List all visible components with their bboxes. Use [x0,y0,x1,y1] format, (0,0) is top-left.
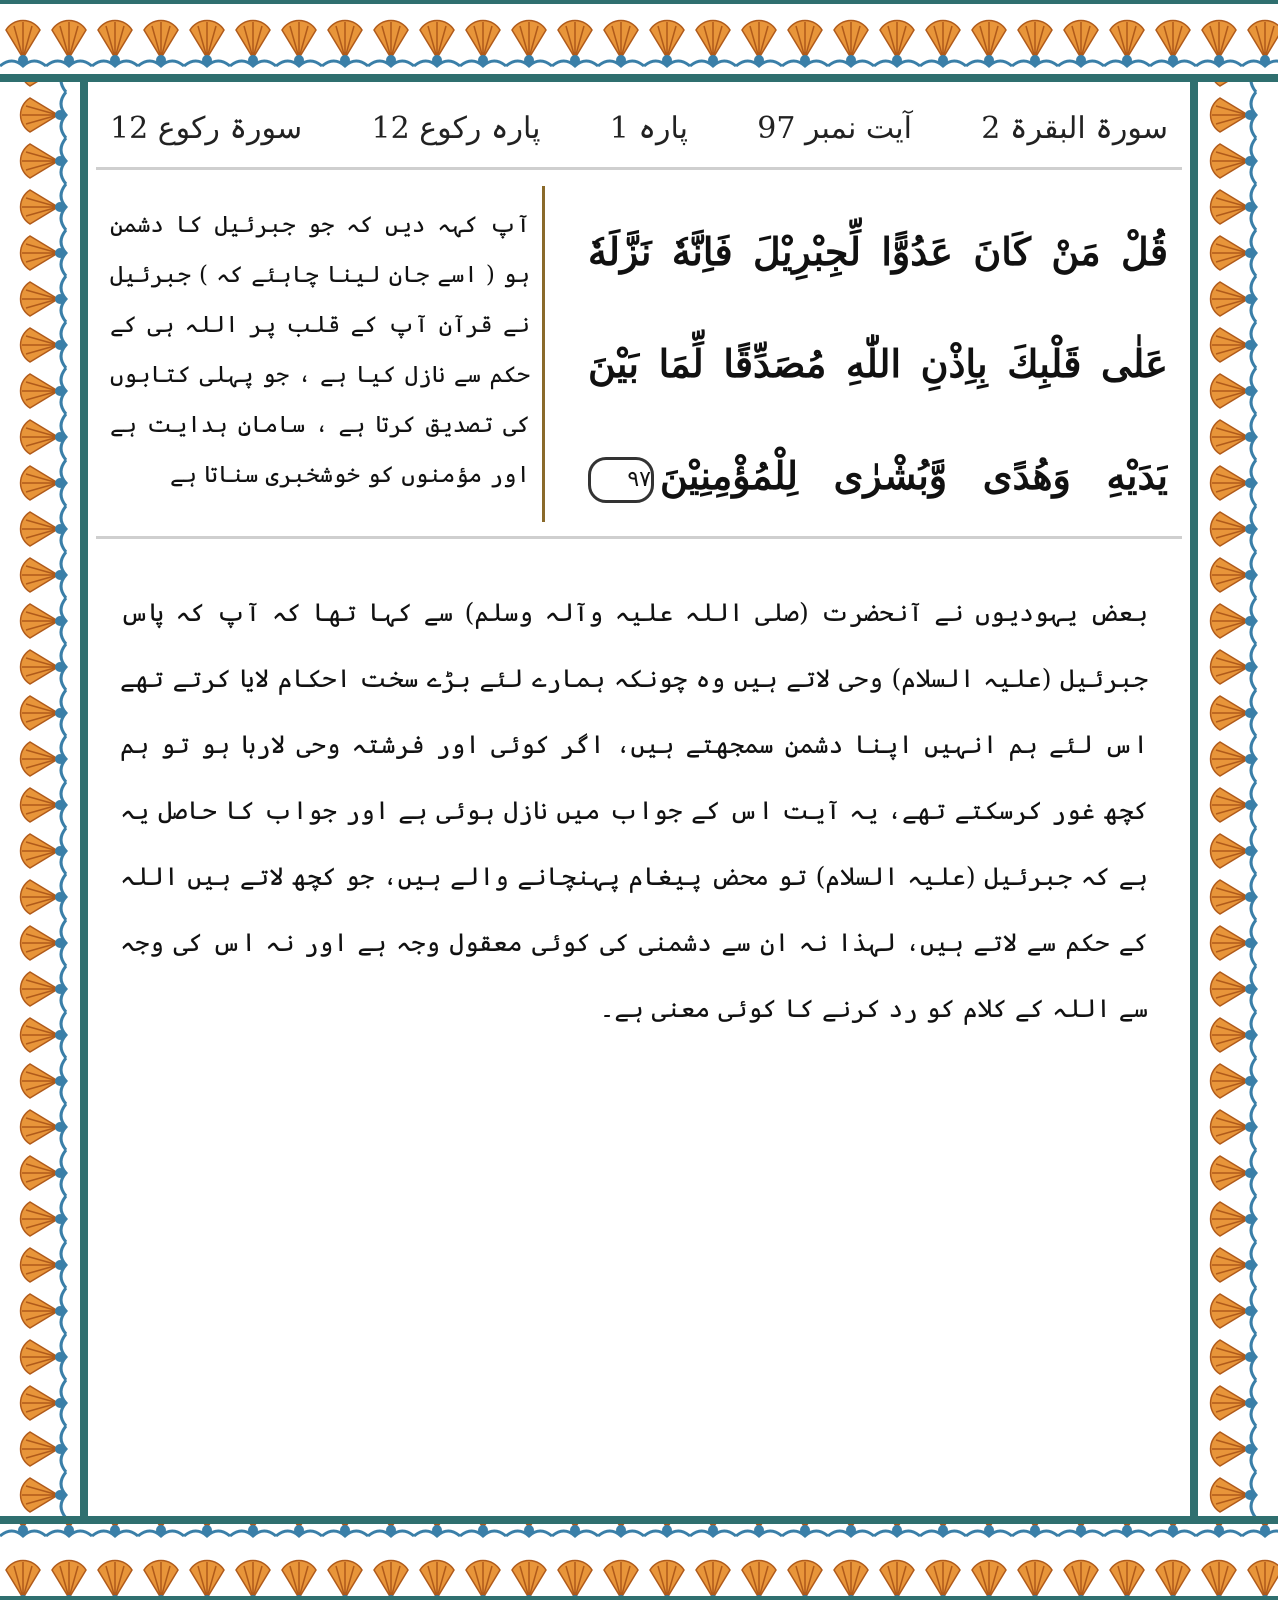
arabic-line-3-wrap [588,420,1168,532]
arabic-line-2: عَلٰى قَلْبِكَ بِاِذْنِ اللّٰهِ مُصَدِّقًا لِّمَا بَيْنَ [588,341,1168,386]
tafseer-text: بعض یہودیوں نے آنحضرت (صلی اللہ علیہ وآلہ وسلم) سے کہا تھا کہ آپ کہ پاس جبرئیل (علیہ السلام) وحی لاتے ہیں وہ چونکہ ہمارے لئے بڑے سخت احکام لایا کرتے تھے اس لئے ہم انہیں اپنا دشمن سمجھتے ہیں، اگر کوئی اور فرشتہ وحی لارہا ہو تو ہم کچھ غور کرسکتے تھے، یہ آیت اس کے جواب میں نازل ہوئی ہے اور جواب کا حاصل یہ ہے کہ جبرئیل (علیہ السلام) تو محض پیغام پہنچانے والے ہیں، جو کچھ لاتے ہیں اللہ کے حکم سے لاتے ہیں، لہذا نہ ان سے دشمنی کی کوئی معقول وجہ ہے اور نہ اس کی وجہ سے اللہ کے کلام کو رد کرنے کا کوئی معنی ہے۔ [120,598,1148,1023]
page-header [96,90,1182,170]
arabic-verse [588,196,1168,532]
para-ruku-label: پارہ رکوع 12 [371,111,541,146]
ayah-number-marker: ٩٧ [588,457,654,503]
arabic-line-3: يَدَيْهِ وَهُدًى وَّبُشْرٰى لِلْمُؤْمِنِيْنَ [660,453,1168,498]
urdu-translation: آپ کہہ دیں کہ جو جبرئیل کا دشمن ہو ( اسے جان لینا چاہئے کہ ) جبرئیل نے قرآن آپ کے قلب پر اللہ ہی کے حکم سے نازل کیا ہے ، جو پہلی کتابوں کی تصدیق کرتا ہے ، سامانِ ہدایت ہے اور مؤمنوں کو خوشخبری سناتا ہے [110,212,530,488]
ayat-number-label: آیت نمبر 97 [757,111,912,146]
para-label: پارہ 1 [609,111,688,146]
surah-ruku-label: سورۃ رکوع 12 [110,111,303,146]
page-content [90,90,1188,1510]
verse-block [96,186,1182,539]
surah-label: سورۃ البقرۃ 2 [981,111,1168,146]
verse-divider [542,186,545,522]
arabic-line-1: قُلْ مَنْ كَانَ عَدُوًّا لِّجِبْرِيْلَ فَاِنَّهٗ نَزَّلَهٗ [588,229,1168,274]
